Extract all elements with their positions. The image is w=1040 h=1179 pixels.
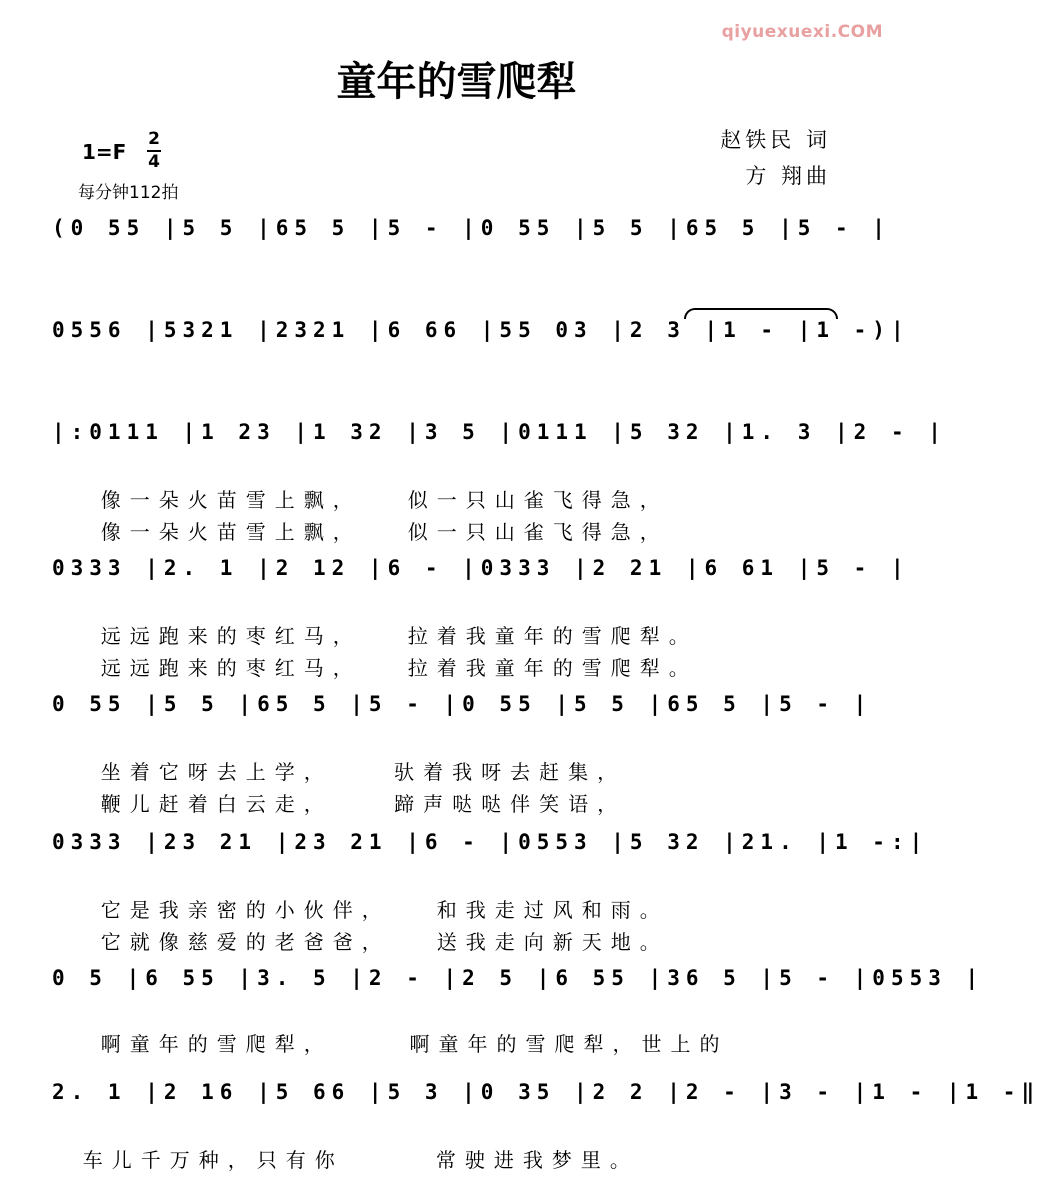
lyric-segment: 像一朵火苗雪上飘， [100,520,362,544]
lyric-line-ending [52,1120,639,1173]
composer-credit: 方 翔曲 [745,164,831,188]
notation-line: 0 55 |5 5 |65 5 |5 - |0 55 |5 5 |65 5 |5 - | [52,692,873,716]
tempo-marking: 每分钟112拍 [78,183,179,203]
lyric-line-refrain [70,1004,729,1057]
lyric-segment: 啊童年的雪爬犁， [100,1032,333,1056]
score-row-6 [52,830,929,874]
lyric-segment: 远远跑来的枣红马， [100,624,362,648]
lyricist-credit: 赵铁民 词 [720,128,831,152]
lyric-segment: 蹄声哒哒伴笑语， [394,792,627,816]
lyric-segment: 啊童年的雪爬犁，世上的 [409,1032,729,1056]
score-row-4 [52,556,910,600]
lyric-segment: 驮着我呀去赶集， [394,760,627,784]
lyric-segment: 它是我亲密的小伙伴， [100,898,391,922]
time-signature [147,130,161,172]
lyric-line-verse-2 [70,764,626,817]
song-title: 童年的雪爬犁 [336,58,577,105]
lyric-segment: 送我走向新天地。 [436,930,669,954]
score-row-1 [52,216,891,260]
lyric-segment: 和我走过风和雨。 [436,898,669,922]
lyric-line-verse-2 [70,628,698,681]
score-row-3 [52,420,947,464]
score-row-5 [52,692,873,736]
notation-line: 0 5 |6 55 |3. 5 |2 - |2 5 |6 55 |36 5 |5 - |0553 | [52,966,985,990]
lyric-segment: 似一只山雀飞得急， [407,488,669,512]
lyric-segment: 远远跑来的枣红马， [100,656,362,680]
tie-mark [684,308,838,319]
notation-line: 0333 |2. 1 |2 12 |6 - |0333 |2 21 |6 61 |5 - | [52,556,910,580]
notation-line: |:0111 |1 23 |1 32 |3 5 |0111 |5 32 |1. 3 |2 - | [52,420,947,444]
notation-line: 0556 |5321 |2321 |6 66 |55 03 |2 3 |1 - |1 -)| [52,318,910,342]
key-signature: 1=F [82,140,127,164]
lyric-segment: 车儿千万种，只有你 [82,1148,344,1172]
notation-line: 2. 1 |2 16 |5 66 |5 3 |0 35 |2 2 |2 - |3 - |1 - |1 -‖ [52,1080,1040,1104]
lyric-segment: 拉着我童年的雪爬犁。 [407,624,698,648]
notation-line: (0 55 |5 5 |65 5 |5 - |0 55 |5 5 |65 5 |5 - | [52,216,891,240]
time-signature-top: 2 [148,129,160,149]
lyric-segment: 它就像慈爱的老爸爸， [100,930,391,954]
lyric-segment: 鞭儿赶着白云走， [100,792,333,816]
lyric-line-verse-2 [70,492,669,545]
lyric-segment: 拉着我童年的雪爬犁。 [407,656,698,680]
time-signature-bottom: 4 [148,152,160,172]
lyric-segment: 似一只山雀飞得急， [407,520,669,544]
notation-line: 0333 |23 21 |23 21 |6 - |0553 |5 32 |21. |1 -:| [52,830,929,854]
score-row-2 [52,318,910,362]
watermark: qiyuexuexi.COM [721,22,883,42]
lyric-line-verse-2 [70,902,669,955]
score-row-8 [52,1080,1040,1124]
lyric-segment: 坐着它呀去上学， [100,760,333,784]
lyric-segment: 常驶进我梦里。 [435,1148,639,1172]
lyric-segment: 像一朵火苗雪上飘， [100,488,362,512]
